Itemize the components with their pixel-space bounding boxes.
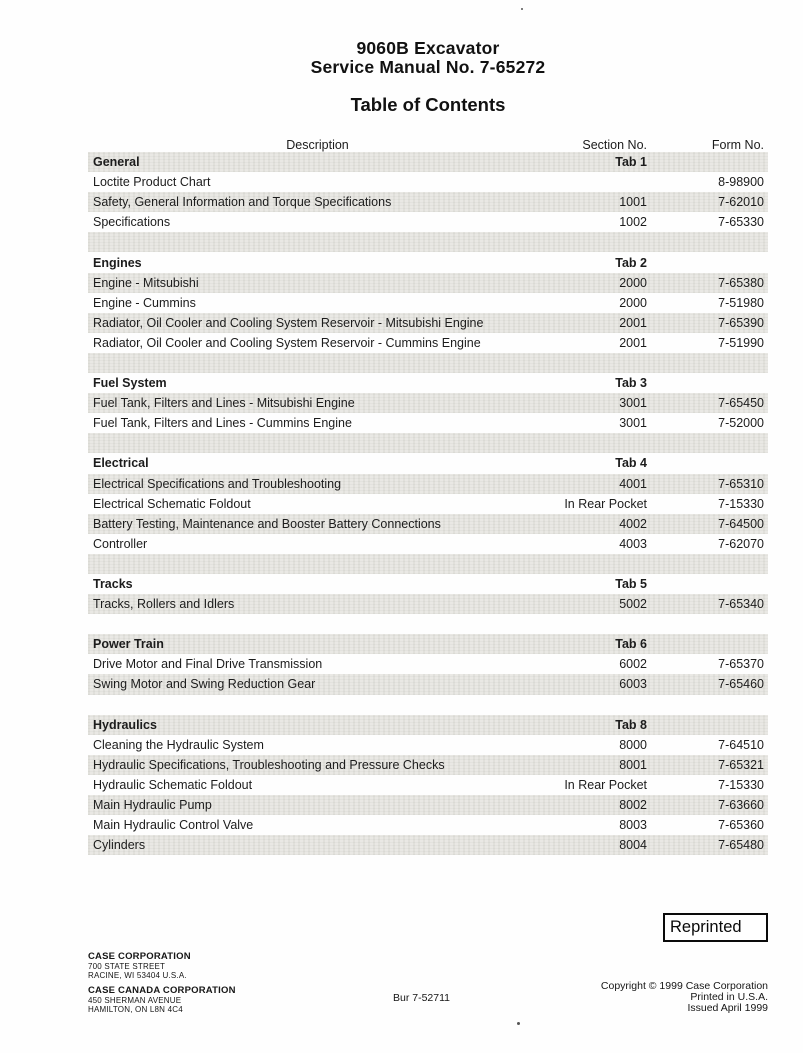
row-form-no: 7-65340 xyxy=(718,597,764,612)
toc-item-row xyxy=(88,594,768,614)
row-section-no: 6002 xyxy=(619,657,647,672)
row-form-no: 7-52000 xyxy=(718,416,764,431)
row-form-no: 7-62010 xyxy=(718,195,764,210)
toc-section-row xyxy=(88,252,768,272)
row-description: Power Train xyxy=(93,637,164,652)
row-form-no: 7-51990 xyxy=(718,335,764,350)
toc-item-row xyxy=(88,172,768,192)
toc-item-row xyxy=(88,192,768,212)
row-description: Cleaning the Hydraulic System xyxy=(93,737,264,752)
row-description: Hydraulic Specifications, Troubleshooting and Pressure Checks xyxy=(93,757,445,772)
company-address-line: 700 STATE STREET xyxy=(88,962,166,971)
row-form-no: 7-62070 xyxy=(718,536,764,551)
row-section-no: 8001 xyxy=(619,757,647,772)
row-description: Safety, General Information and Torque Specifications xyxy=(93,195,392,210)
copyright-line: Printed in U.S.A. xyxy=(690,991,768,1003)
toc-section-row xyxy=(88,373,768,393)
toc-item-row xyxy=(88,393,768,413)
reprinted-stamp: Reprinted xyxy=(663,913,768,942)
row-form-no: 7-65370 xyxy=(718,657,764,672)
toc-item-row xyxy=(88,835,768,855)
row-description: Electrical Specifications and Troubleshooting xyxy=(93,476,342,491)
company-name: CASE CANADA CORPORATION xyxy=(88,985,236,996)
row-description: Electrical xyxy=(93,456,149,471)
company-address-line: HAMILTON, ON L8N 4C4 xyxy=(88,1005,183,1014)
row-section-no: Tab 1 xyxy=(615,155,647,170)
toc-item-row xyxy=(88,514,768,534)
toc-spacer-row xyxy=(88,353,768,373)
row-form-no: 7-65450 xyxy=(718,396,764,411)
bur-form-number: Bur 7-52711 xyxy=(393,992,451,1004)
company-address-line: RACINE, WI 53404 U.S.A. xyxy=(88,971,187,980)
toc-section-row xyxy=(88,152,768,172)
row-section-no: 8004 xyxy=(619,838,647,853)
row-section-no: Tab 2 xyxy=(615,255,647,270)
row-section-no: 8002 xyxy=(619,798,647,813)
toc-item-row xyxy=(88,212,768,232)
row-form-no: 7-65310 xyxy=(718,476,764,491)
row-section-no: 4002 xyxy=(619,516,647,531)
title-block xyxy=(88,39,768,114)
row-form-no: 7-65360 xyxy=(718,818,764,833)
copyright-block xyxy=(601,981,768,1014)
table-of-contents xyxy=(88,131,768,855)
copyright-line: Copyright © 1999 Case Corporation xyxy=(600,980,768,992)
toc-item-row xyxy=(88,313,768,333)
row-section-no: Tab 8 xyxy=(615,717,647,732)
toc-section-row xyxy=(88,715,768,735)
row-description: Controller xyxy=(93,536,148,551)
row-description: Loctite Product Chart xyxy=(93,175,211,190)
row-description: Fuel Tank, Filters and Lines - Mitsubishi Engine xyxy=(93,396,355,411)
company-name: CASE CORPORATION xyxy=(88,951,191,962)
row-section-no: 2001 xyxy=(619,335,647,350)
publisher-address-block xyxy=(88,952,236,1014)
toc-item-row xyxy=(88,333,768,353)
row-description: Fuel Tank, Filters and Lines - Cummins Engine xyxy=(93,416,352,431)
row-section-no: 3001 xyxy=(619,416,647,431)
page-title: Table of Contents xyxy=(350,94,506,115)
row-description: Engine - Mitsubishi xyxy=(93,275,199,290)
row-description: Cylinders xyxy=(93,838,146,853)
company-address-line: 450 SHERMAN AVENUE xyxy=(88,996,182,1005)
column-header-description: Description xyxy=(286,138,349,152)
row-section-no: Tab 5 xyxy=(615,577,647,592)
row-section-no: 2000 xyxy=(619,295,647,310)
row-form-no: 7-65390 xyxy=(718,315,764,330)
row-section-no: 6003 xyxy=(619,677,647,692)
toc-item-row xyxy=(88,654,768,674)
row-description: Main Hydraulic Pump xyxy=(93,798,212,813)
row-description: Radiator, Oil Cooler and Cooling System Reservoir - Mitsubishi Engine xyxy=(93,315,484,330)
row-section-no: 8000 xyxy=(619,737,647,752)
row-section-no: Tab 3 xyxy=(615,376,647,391)
toc-item-row xyxy=(88,735,768,755)
copyright-line: Issued April 1999 xyxy=(687,1002,768,1014)
row-form-no: 7-15330 xyxy=(718,777,764,792)
toc-item-row xyxy=(88,273,768,293)
row-section-no: In Rear Pocket xyxy=(564,777,647,792)
row-section-no: 1002 xyxy=(619,215,647,230)
scan-speck-top xyxy=(521,8,523,10)
row-description: Radiator, Oil Cooler and Cooling System Reservoir - Cummins Engine xyxy=(93,335,481,350)
toc-spacer-row xyxy=(88,232,768,252)
row-section-no: 3001 xyxy=(619,396,647,411)
row-section-no: 2000 xyxy=(619,275,647,290)
toc-section-row xyxy=(88,634,768,654)
toc-item-row xyxy=(88,293,768,313)
row-description: Main Hydraulic Control Valve xyxy=(93,818,254,833)
toc-spacer-row xyxy=(88,695,768,715)
row-form-no: 7-65330 xyxy=(718,215,764,230)
row-section-no: 4001 xyxy=(619,476,647,491)
toc-item-row xyxy=(88,775,768,795)
manual-title-line2: Service Manual No. 7-65272 xyxy=(310,56,546,77)
row-section-no: 1001 xyxy=(619,195,647,210)
row-form-no: 7-15330 xyxy=(718,496,764,511)
row-form-no: 8-98900 xyxy=(718,175,764,190)
row-form-no: 7-65480 xyxy=(718,838,764,853)
toc-item-row xyxy=(88,795,768,815)
toc-item-row xyxy=(88,413,768,433)
row-description: Engines xyxy=(93,255,142,270)
row-section-no: 2001 xyxy=(619,315,647,330)
row-form-no: 7-65460 xyxy=(718,677,764,692)
row-description: Tracks xyxy=(93,577,133,592)
row-section-no: 5002 xyxy=(619,597,647,612)
row-form-no: 7-63660 xyxy=(718,798,764,813)
toc-spacer-row xyxy=(88,433,768,453)
toc-item-row xyxy=(88,755,768,775)
manual-title-line1: 9060B Excavator xyxy=(356,38,500,58)
row-section-no: 4003 xyxy=(619,536,647,551)
row-description: Hydraulic Schematic Foldout xyxy=(93,777,253,792)
row-section-no: Tab 4 xyxy=(615,456,647,471)
row-description: Battery Testing, Maintenance and Booster Battery Connections xyxy=(93,516,441,531)
row-section-no: 8003 xyxy=(619,818,647,833)
row-description: Hydraulics xyxy=(93,717,157,732)
toc-rows xyxy=(88,152,768,855)
toc-spacer-row xyxy=(88,554,768,574)
toc-item-row xyxy=(88,674,768,694)
row-description: Electrical Schematic Foldout xyxy=(93,496,251,511)
row-section-no: Tab 6 xyxy=(615,637,647,652)
row-description: Drive Motor and Final Drive Transmission xyxy=(93,657,323,672)
toc-spacer-row xyxy=(88,614,768,634)
row-description: Engine - Cummins xyxy=(93,295,196,310)
toc-item-row xyxy=(88,815,768,835)
row-form-no: 7-65321 xyxy=(718,757,764,772)
row-form-no: 7-65380 xyxy=(718,275,764,290)
toc-section-row xyxy=(88,574,768,594)
table-header-row xyxy=(88,131,768,152)
row-description: Specifications xyxy=(93,215,171,230)
row-description: Tracks, Rollers and Idlers xyxy=(93,597,235,612)
column-header-form-no: Form No. xyxy=(711,138,764,152)
toc-item-row xyxy=(88,474,768,494)
toc-item-row xyxy=(88,534,768,554)
row-form-no: 7-64510 xyxy=(718,737,764,752)
column-header-section-no: Section No. xyxy=(582,138,647,152)
row-form-no: 7-51980 xyxy=(718,295,764,310)
toc-item-row xyxy=(88,494,768,514)
row-description: Fuel System xyxy=(93,376,167,391)
row-description: Swing Motor and Swing Reduction Gear xyxy=(93,677,316,692)
scan-speck-bottom xyxy=(517,1022,520,1025)
row-form-no: 7-64500 xyxy=(718,516,764,531)
toc-section-row xyxy=(88,453,768,473)
row-description: General xyxy=(93,155,140,170)
row-section-no: In Rear Pocket xyxy=(564,496,647,511)
